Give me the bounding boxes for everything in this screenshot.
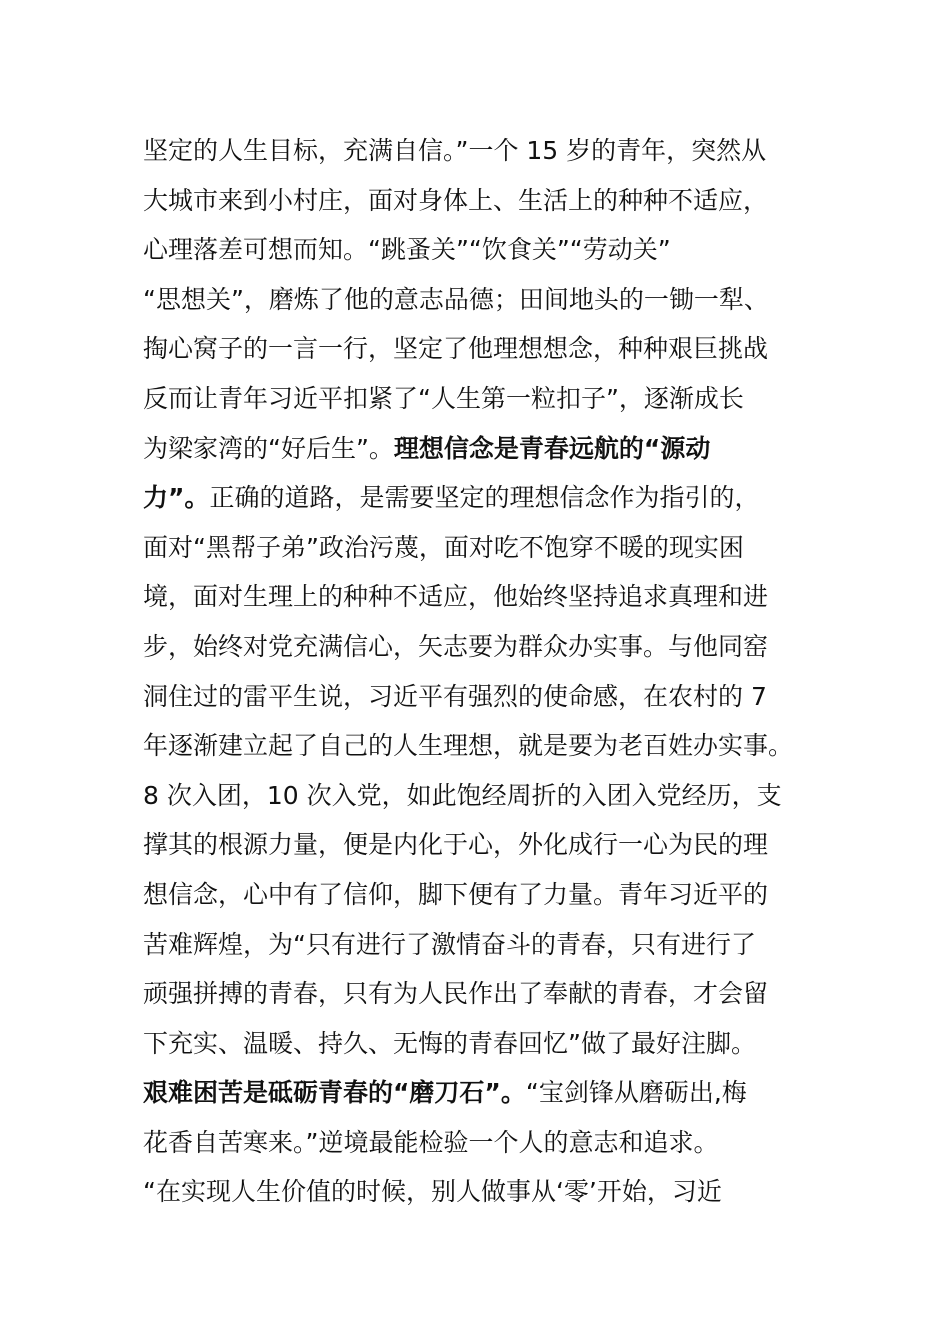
- text-segment: 境，面对生理上的种种不适应，他始终坚持追求真理和进: [143, 582, 769, 612]
- bold-text-segment: 理想信念是青春远航的“源动: [393, 433, 711, 463]
- text-line: [143, 1019, 823, 1069]
- text-line: [143, 622, 823, 672]
- text-line: [143, 969, 823, 1019]
- text-segment: 花香自苦寒来。”逆境最能检验一个人的意志和追求。: [143, 1127, 719, 1157]
- text-line: [143, 920, 823, 970]
- text-line: [143, 126, 823, 176]
- text-segment: 步，始终对党充满信心，矢志要为群众办实事。与他同窑: [143, 631, 769, 661]
- text-line: [143, 572, 823, 622]
- text-line: [143, 523, 823, 573]
- body-text: [143, 126, 823, 1217]
- text-line: [143, 771, 823, 821]
- text-segment: 顽强拼搏的青春，只有为人民作出了奉献的青春，才会留: [143, 979, 769, 1009]
- text-line: [143, 1068, 823, 1118]
- text-segment: 大城市来到小村庄，面对身体上、生活上的种种不适应，: [143, 185, 769, 215]
- bold-text-segment: 艰难困苦是砥砺青春的“磨刀石”。: [143, 1078, 526, 1108]
- text-segment: 8 次入团，10 次入党，如此饱经周折的入团入党经历，支: [143, 780, 782, 810]
- text-segment: 面对“黑帮子弟”政治污蔑，面对吃不饱穿不暖的现实困: [143, 532, 744, 562]
- text-segment: 下充实、温暖、持久、无悔的青春回忆”做了最好注脚。: [143, 1028, 756, 1058]
- text-line: [143, 424, 823, 474]
- text-segment: 年逐渐建立起了自己的人生理想，就是要为老百姓办实事。: [143, 731, 794, 761]
- text-line: [143, 672, 823, 722]
- text-segment: 正确的道路，是需要坚定的理想信念作为指引的，: [209, 483, 760, 513]
- text-segment: 苦难辉煌，为“只有进行了激情奋斗的青春，只有进行了: [143, 929, 756, 959]
- text-segment: 想信念，心中有了信仰，脚下便有了力量。青年习近平的: [143, 879, 769, 909]
- text-segment: 洞住过的雷平生说，习近平有强烈的使命感，在农村的 7: [143, 681, 767, 711]
- text-segment: 掏心窝子的一言一行，坚定了他理想想念，种种艰巨挑战: [143, 334, 769, 364]
- text-segment: 撑其的根源力量，便是内化于心，外化成行一心为民的理: [143, 830, 769, 860]
- text-segment: “思想关”，磨炼了他的意志品德；田间地头的一锄一犁、: [143, 284, 769, 314]
- text-line: [143, 1118, 823, 1168]
- text-line: [143, 820, 823, 870]
- text-line: [143, 275, 823, 325]
- text-line: [143, 721, 823, 771]
- text-segment: 反而让青年习近平扣紧了“人生第一粒扣子”，逐渐成长: [143, 383, 744, 413]
- text-segment: 为梁家湾的“好后生”。: [143, 433, 394, 463]
- text-line: [143, 324, 823, 374]
- text-line: [143, 374, 823, 424]
- text-segment: 坚定的人生目标，充满自信。”一个 15 岁的青年，突然从: [143, 136, 767, 165]
- text-segment: 心理落差可想而知。“跳蚤关”“饮食关”“劳动关”: [143, 235, 671, 265]
- text-line: [143, 176, 823, 226]
- text-line: [143, 870, 823, 920]
- text-line: [143, 225, 823, 275]
- text-line: [143, 473, 823, 523]
- text-segment: “宝剑锋从磨砺出,梅: [525, 1078, 747, 1108]
- bold-text-segment: 力”。: [143, 483, 210, 513]
- text-line: [143, 1167, 823, 1217]
- text-segment: “在实现人生价值的时候，别人做事从‘零’开始，习近: [143, 1177, 722, 1207]
